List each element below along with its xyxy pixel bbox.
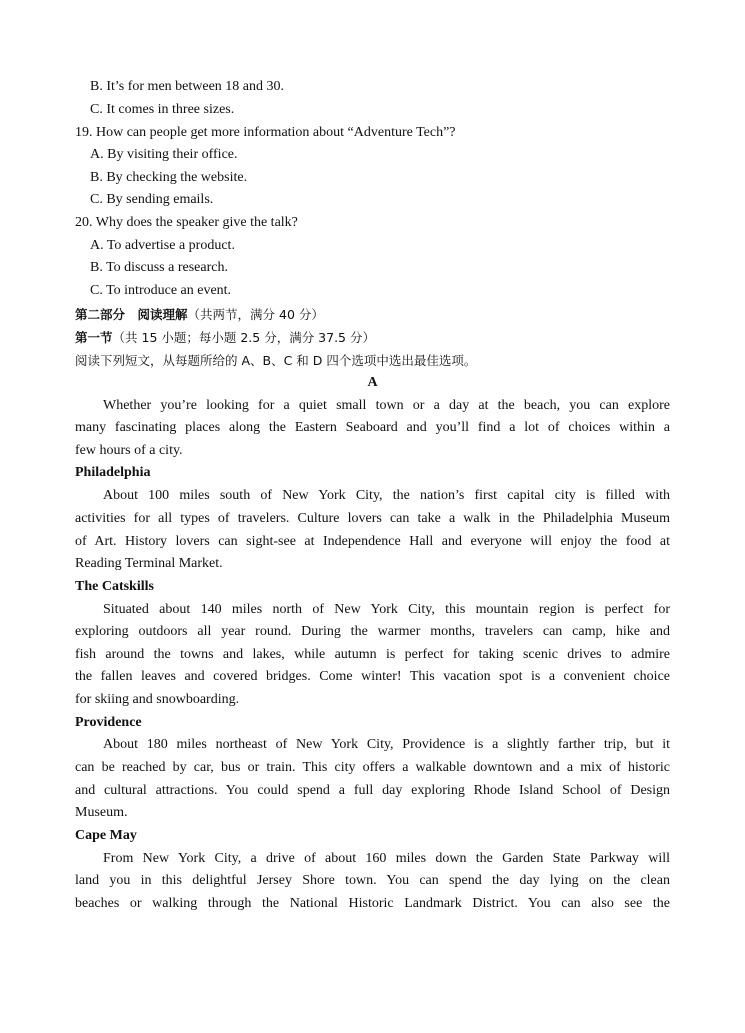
paragraph-line: activities for all types of travelers. Culture lovers can take a walk in the Philadelphia Museum: [75, 511, 670, 526]
passage-label: A: [367, 375, 378, 390]
q20-option-b: B. To discuss a research.: [90, 260, 228, 275]
intro-line: many fascinating places along the Eastern Seaboard and you’ll find a lot of choices within a: [75, 420, 670, 435]
paragraph-line: land you in this delightful Jersey Shore town. You can spend the day lying on the clean: [75, 873, 670, 888]
section-title: 第一节: [75, 330, 113, 345]
paragraph-line: Museum.: [75, 805, 128, 820]
q19-option-b: B. By checking the website.: [90, 170, 248, 185]
paragraph-line: beaches or walking through the National Historic Landmark District. You can also see the: [75, 896, 670, 911]
intro-line: Whether you’re looking for a quiet small town or a day at the beach, you can explore: [103, 398, 670, 413]
part-two-header: [75, 305, 670, 325]
paragraph-line: About 100 miles south of New York City, the nation’s first capital city is filled with: [103, 488, 670, 503]
section-heading-cape-may: Cape May: [75, 828, 137, 843]
section-heading-philadelphia: Philadelphia: [75, 465, 151, 480]
part-note: （共两节，满分 40 分）: [187, 307, 324, 322]
paragraph-line: can be reached by car, bus or train. This city offers a walkable downtown and a mix of historic: [75, 760, 670, 775]
q19-question: 19. How can people get more information about “Adventure Tech”?: [75, 125, 456, 140]
paragraph-line: From New York City, a drive of about 160 miles down the Garden State Parkway will: [103, 851, 670, 866]
paragraph-line: of Art. History lovers can sight-see at Independence Hall and everyone will enjoy the food at: [75, 534, 670, 549]
q19-option-c: C. By sending emails.: [90, 192, 214, 207]
section-heading-catskills: The Catskills: [75, 579, 154, 594]
paragraph-line: exploring outdoors all year round. During the warmer months, travelers can camp, hike and: [75, 624, 670, 639]
section-heading-providence: Providence: [75, 715, 142, 730]
paragraph-line: for skiing and snowboarding.: [75, 692, 240, 707]
paragraph-line: and cultural attractions. You could spend a full day exploring Rhode Island School of Design: [75, 783, 670, 798]
q20-question: 20. Why does the speaker give the talk?: [75, 215, 298, 230]
paragraph-line: fish around the towns and lakes, while autumn is perfect for taking scenic drives to admire: [75, 647, 670, 662]
section-note: （共 15 小题；每小题 2.5 分，满分 37.5 分）: [112, 330, 375, 345]
paragraph-line: About 180 miles northeast of New York City, Providence is a slightly farther trip, but it: [103, 737, 670, 752]
q19-option-a: A. By visiting their office.: [90, 147, 238, 162]
q20-option-c: C. To introduce an event.: [90, 283, 232, 298]
section-one-header: [75, 328, 670, 348]
intro-line: few hours of a city.: [75, 443, 183, 458]
q18-option-b: B. It’s for men between 18 and 30.: [90, 79, 285, 94]
paragraph-line: the fallen leaves and covered bridges. Come winter! This vacation spot is a convenient choice: [75, 669, 670, 684]
paragraph-line: Reading Terminal Market.: [75, 556, 223, 571]
part-title: 第二部分 阅读理解: [75, 307, 188, 322]
instruction-text: 阅读下列短文，从每题所给的 A、B、C 和 D 四个选项中选出最佳选项。: [75, 353, 477, 368]
q18-option-c: C. It comes in three sizes.: [90, 102, 235, 117]
q20-option-a: A. To advertise a product.: [90, 238, 235, 253]
paragraph-line: Situated about 140 miles north of New York City, this mountain region is perfect for: [103, 602, 670, 617]
